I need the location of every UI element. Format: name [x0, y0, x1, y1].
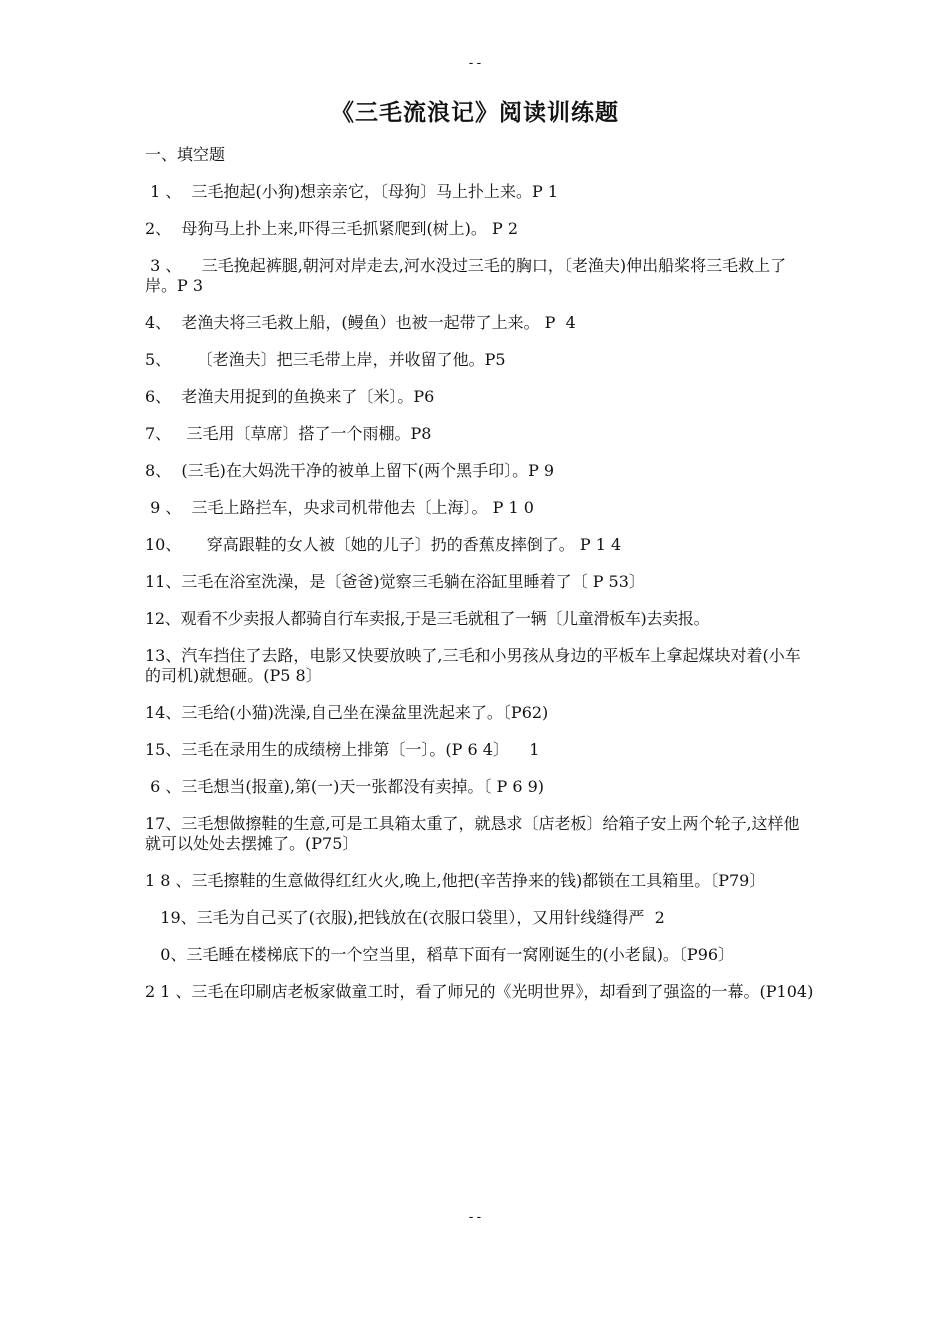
section-heading: 一、填空题 [145, 145, 226, 164]
question-item: 5、 〔老渔夫〕把三毛带上岸，并收留了他。P5 [145, 350, 506, 369]
question-item: 12、观看不少卖报人都骑自行车卖报,于是三毛就租了一辆〔儿童滑板车)去卖报。 [145, 609, 710, 628]
document-title: 《三毛流浪记》阅读训练题 [331, 99, 619, 126]
page-header-mark: -- [467, 56, 483, 71]
question-item: 6、 老渔夫用捉到的鱼换来了〔米〕。P6 [145, 387, 435, 406]
question-item: 6 、三毛想当(报童),第(一)天一张都没有卖掉。〔 P 6 9) [145, 777, 545, 796]
question-item: 17、三毛想做擦鞋的生意,可是工具箱太重了，就恳求〔店老板〕给箱子安上两个轮子,这样他就可以处处去摆摊了。(P75〕 [145, 814, 800, 853]
question-item: 9 、 三毛上路拦车，央求司机带他去〔上海〕。 P 1 0 [145, 498, 534, 517]
question-item: 11、三毛在浴室洗澡，是〔爸爸)觉察三毛躺在浴缸里睡着了〔 P 53〕 [145, 572, 645, 591]
question-item: 8、 (三毛)在大妈洗干净的被单上留下(两个黑手印〕。P 9 [145, 461, 555, 480]
document-body [145, 144, 815, 1019]
page-footer-mark: -- [467, 1210, 483, 1225]
question-item: 1 8 、三毛擦鞋的生意做得红红火火,晚上,他把(辛苦挣来的钱)都锁在工具箱里。〔P79〕 [145, 871, 766, 890]
question-item: 7、 三毛用〔草席〕搭了一个雨棚。P8 [145, 424, 432, 443]
question-item: 15、三毛在录用生的成绩榜上排第〔一〕。(P 6 4〕 1 [145, 740, 540, 759]
question-item: 2、 母狗马上扑上来,吓得三毛抓紧爬到(树上)。 P 2 [145, 219, 519, 238]
question-item: 1 、 三毛抱起(小狗)想亲亲它，〔母狗〕马上扑上来。P 1 [145, 182, 559, 201]
question-item: 3 、 三毛挽起裤腿,朝河对岸走去,河水没过三毛的胸口，〔老渔夫)伸出船桨将三毛救上了岸。P 3 [145, 256, 787, 295]
question-item: 13、汽车挡住了去路，电影又快要放映了,三毛和小男孩从身边的平板车上拿起煤块对着(小车的司机)就想砸。(P5 8〕 [145, 646, 801, 685]
question-item: 2 1 、三毛在印刷店老板家做童工时，看了师兄的《光明世界》，却看到了强盗的一幕。(P104) [145, 982, 814, 1001]
question-item: 14、三毛给(小猫)洗澡,自己坐在澡盆里洗起来了。〔P62) [145, 703, 549, 722]
question-item: 0、三毛睡在楼梯底下的一个空当里，稻草下面有一窝刚诞生的(小老鼠)。〔P96〕 [145, 945, 735, 964]
question-item: 19、三毛为自己买了(衣服),把钱放在(衣服口袋里），又用针线缝得严 2 [145, 908, 665, 927]
question-item: 4、 老渔夫将三毛救上船，(鳗鱼）也被一起带了上来。 P 4 [145, 313, 576, 332]
question-item: 10、 穿高跟鞋的女人被〔她的儿子〕扔的香蕉皮摔倒了。 P 1 4 [145, 535, 622, 554]
